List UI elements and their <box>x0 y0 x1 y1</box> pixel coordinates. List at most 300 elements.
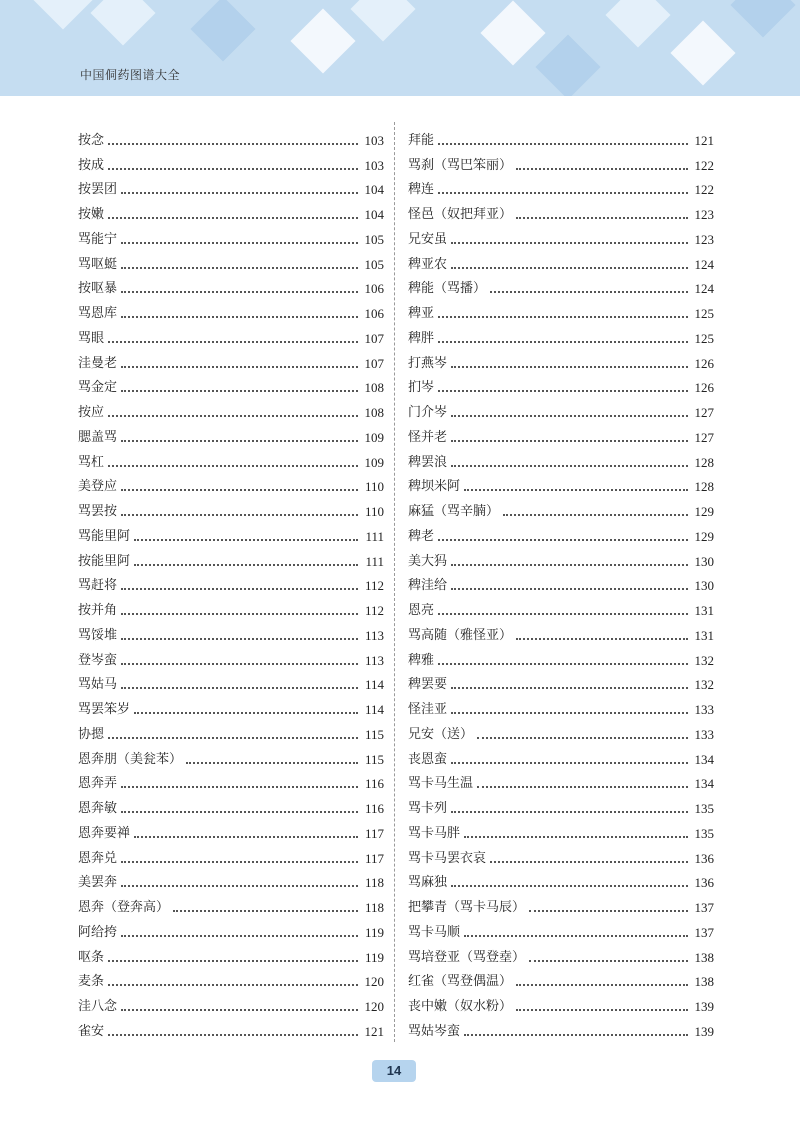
toc-entry-name: 骂卡马顺 <box>408 924 461 940</box>
page-header-banner <box>0 0 800 96</box>
toc-entry-page: 138 <box>694 949 714 965</box>
dot-leader <box>134 564 358 566</box>
dot-leader <box>451 366 688 368</box>
toc-entry[interactable] <box>78 248 384 273</box>
toc-entry-name: 稗老 <box>408 528 435 544</box>
toc-entry-name: 麻猛（骂辛腩） <box>408 504 500 519</box>
header-diamond-decoration <box>190 0 255 62</box>
dot-leader <box>451 588 688 590</box>
toc-entry[interactable] <box>78 768 384 793</box>
toc-entry-name: 兄安虽 <box>408 231 448 247</box>
toc-entry[interactable] <box>408 297 714 322</box>
toc-entry-page: 134 <box>694 776 714 792</box>
toc-entry-page: 139 <box>694 999 714 1014</box>
toc-entry-page: 127 <box>694 429 714 445</box>
dot-leader <box>490 291 688 293</box>
dot-leader <box>451 267 688 269</box>
toc-entry-page: 110 <box>364 479 384 495</box>
dot-leader <box>134 539 358 541</box>
toc-entry[interactable] <box>408 644 714 669</box>
toc-entry-name: 骂杠 <box>78 454 105 470</box>
dot-leader <box>121 811 358 813</box>
toc-entry-name: 骂卡马罢衣哀 <box>408 850 487 866</box>
dot-leader <box>186 762 358 764</box>
dot-leader <box>438 341 688 343</box>
toc-entry-name: 稗胖 <box>408 330 435 346</box>
dot-leader <box>108 341 358 343</box>
toc-entry-name: 骂恩库 <box>78 306 118 321</box>
toc-entry[interactable] <box>78 396 384 421</box>
toc-entry-page: 109 <box>364 454 384 470</box>
dot-leader <box>121 687 358 689</box>
toc-entry-name: 恩奔（登奔高） <box>78 900 170 915</box>
toc-entry[interactable] <box>78 149 384 174</box>
toc-entry-page: 131 <box>694 627 714 643</box>
toc-entry[interactable] <box>78 495 384 520</box>
dot-leader <box>451 415 688 417</box>
toc-entry-name: 丧中嫩（奴水粉） <box>408 999 513 1014</box>
toc-entry[interactable] <box>78 743 384 768</box>
toc-entry[interactable] <box>408 149 714 174</box>
dot-leader <box>121 390 358 392</box>
toc-entry[interactable] <box>408 347 714 372</box>
toc-entry-name: 扪岑 <box>408 380 435 396</box>
dot-leader <box>121 786 358 788</box>
toc-entry-page: 114 <box>364 677 384 693</box>
toc-entry-page: 107 <box>364 355 384 371</box>
toc-entry[interactable] <box>78 941 384 966</box>
dot-leader <box>121 489 358 491</box>
toc-entry[interactable] <box>78 817 384 842</box>
toc-entry-name: 恩奔敏 <box>78 801 118 816</box>
dot-leader <box>516 1009 688 1011</box>
toc-entry-page: 118 <box>364 875 384 891</box>
toc-entry-page: 137 <box>694 900 714 915</box>
toc-entry[interactable] <box>408 372 714 397</box>
toc-entry[interactable] <box>408 842 714 867</box>
toc-entry-name: 美罢奔 <box>78 875 118 891</box>
toc-entry-name: 雀安 <box>78 1023 105 1039</box>
dot-leader <box>516 984 688 986</box>
toc-entry-name: 骂姑马 <box>78 677 118 693</box>
toc-entry[interactable] <box>78 198 384 223</box>
toc-entry[interactable] <box>78 446 384 471</box>
toc-entry-name: 骂金定 <box>78 380 118 396</box>
toc-entry[interactable] <box>78 891 384 916</box>
toc-entry-page: 108 <box>364 380 384 396</box>
page-number-badge: 14 <box>372 1060 416 1082</box>
toc-entry-page: 130 <box>694 553 714 569</box>
dot-leader <box>134 712 358 714</box>
toc-entry-name: 骂麻独 <box>408 875 448 891</box>
toc-entry-name: 稗罢浪 <box>408 454 448 470</box>
toc-entry-name: 骂刹（骂巴笨丽） <box>408 157 513 173</box>
toc-entry-name: 稗雅 <box>408 652 435 668</box>
header-diamond-decoration <box>480 0 545 65</box>
toc-entry-page: 116 <box>364 801 384 816</box>
toc-entry-name: 把攀青（骂卡马辰） <box>408 900 526 915</box>
toc-entry-page: 126 <box>694 380 714 396</box>
toc-entry-page: 106 <box>364 306 384 321</box>
header-diamond-decoration <box>290 8 355 73</box>
toc-entry-name: 按应 <box>78 405 105 420</box>
toc-entry[interactable] <box>408 520 714 545</box>
dot-leader <box>121 935 358 937</box>
dot-leader <box>108 960 358 962</box>
toc-entry-page: 103 <box>364 132 384 148</box>
toc-entry[interactable] <box>408 545 714 570</box>
dot-leader <box>516 168 688 170</box>
toc-entry-name: 稗洼给 <box>408 578 448 594</box>
dot-leader <box>451 762 688 764</box>
toc-entry-page: 116 <box>364 776 384 792</box>
toc-entry[interactable] <box>408 174 714 199</box>
dot-leader <box>121 440 358 442</box>
toc-entry-page: 111 <box>365 553 384 569</box>
toc-entry-name: 稗罢要 <box>408 677 448 693</box>
toc-entry-page: 122 <box>694 157 714 173</box>
toc-entry-name: 门介岑 <box>408 405 448 420</box>
toc-entry-page: 123 <box>694 231 714 247</box>
toc-entry[interactable] <box>408 792 714 817</box>
toc-entry[interactable] <box>408 619 714 644</box>
toc-entry[interactable] <box>78 545 384 570</box>
toc-entry-name: 按并角 <box>78 603 118 618</box>
toc-entry-page: 124 <box>694 256 714 272</box>
toc-entry[interactable] <box>408 669 714 694</box>
toc-entry[interactable] <box>408 693 714 718</box>
toc-entry[interactable] <box>78 867 384 892</box>
toc-entry-page: 126 <box>694 355 714 371</box>
toc-entry[interactable] <box>78 471 384 496</box>
toc-entry-page: 118 <box>364 900 384 915</box>
toc-entry[interactable] <box>78 669 384 694</box>
toc-entry-name: 骂呕蜓 <box>78 256 118 272</box>
toc-entry-name: 怪洼亚 <box>408 702 448 717</box>
toc-entry[interactable] <box>408 421 714 446</box>
toc-entry-name: 骂赶将 <box>78 578 118 594</box>
toc-entry[interactable] <box>408 495 714 520</box>
dot-leader <box>121 885 358 887</box>
toc-entry[interactable] <box>78 322 384 347</box>
toc-entry[interactable] <box>408 990 714 1015</box>
toc-entry-name: 恩奔弄 <box>78 776 118 792</box>
dot-leader <box>108 737 358 739</box>
dot-leader <box>108 415 358 417</box>
toc-entry[interactable] <box>78 792 384 817</box>
dot-leader <box>438 316 688 318</box>
dot-leader <box>121 242 358 244</box>
toc-entry-page: 120 <box>364 999 384 1014</box>
toc-entry-page: 106 <box>364 281 384 297</box>
dot-leader <box>451 687 688 689</box>
toc-entry-name: 美大犸 <box>408 553 448 569</box>
toc-entry-page: 134 <box>694 751 714 767</box>
dot-leader <box>438 143 688 145</box>
toc-entry-page: 113 <box>364 652 384 668</box>
toc-entry-page: 131 <box>694 603 714 618</box>
book-title: 中国侗药图谱大全 <box>80 68 181 82</box>
toc-entry-name: 按罢团 <box>78 182 118 198</box>
toc-entry[interactable] <box>78 421 384 446</box>
toc-entry-page: 133 <box>694 726 714 742</box>
dot-leader <box>464 1034 688 1036</box>
dot-leader <box>516 217 688 219</box>
dot-leader <box>121 588 358 590</box>
toc-entry[interactable] <box>408 223 714 248</box>
toc-entry[interactable] <box>408 322 714 347</box>
dot-leader <box>121 638 358 640</box>
toc-entry-name: 骂卡列 <box>408 801 448 816</box>
toc-entry-page: 104 <box>364 182 384 198</box>
toc-entry[interactable] <box>78 520 384 545</box>
dot-leader <box>464 489 688 491</box>
toc-entry-name: 骂卡马生温 <box>408 776 474 792</box>
dot-leader <box>503 514 688 516</box>
toc-entry-page: 121 <box>694 132 714 148</box>
toc-entry-name: 骂姑岑蛮 <box>408 1023 461 1039</box>
toc-entry-name: 骂能宁 <box>78 231 118 247</box>
toc-entry[interactable] <box>408 570 714 595</box>
toc-entry-name: 骂眼 <box>78 330 105 346</box>
dot-leader <box>121 192 358 194</box>
header-diamond-decoration <box>535 34 600 96</box>
toc-entry-name: 按呕暴 <box>78 281 118 297</box>
dot-leader <box>516 638 688 640</box>
toc-entry-page: 138 <box>694 974 714 990</box>
toc-entry[interactable] <box>78 1015 384 1040</box>
dot-leader <box>451 242 688 244</box>
toc-entry-name: 恩亮 <box>408 603 435 618</box>
toc-entry[interactable] <box>408 396 714 421</box>
toc-entry-page: 133 <box>694 702 714 717</box>
dot-leader <box>451 564 688 566</box>
toc-entry-page: 129 <box>694 528 714 544</box>
dot-leader <box>108 217 358 219</box>
toc-entry-name: 麦条 <box>78 974 105 990</box>
dot-leader <box>108 984 358 986</box>
toc-entry[interactable] <box>78 693 384 718</box>
toc-entry-page: 104 <box>364 207 384 222</box>
toc-entry-name: 骂培登亚（骂登㙓） <box>408 949 526 965</box>
toc-entry-page: 112 <box>364 603 384 618</box>
toc-entry-name: 美登应 <box>78 479 118 495</box>
toc-entry[interactable] <box>78 966 384 991</box>
dot-leader <box>134 836 358 838</box>
dot-leader <box>477 786 688 788</box>
toc-entry-name: 稗亚 <box>408 306 435 321</box>
dot-leader <box>121 861 358 863</box>
toc-entry-name: 兄安（送） <box>408 726 474 742</box>
dot-leader <box>121 663 358 665</box>
toc-entry[interactable] <box>408 198 714 223</box>
toc-entry[interactable] <box>408 743 714 768</box>
toc-entry[interactable] <box>408 817 714 842</box>
toc-entry-name: 打燕岑 <box>408 355 448 371</box>
toc-entry[interactable] <box>78 347 384 372</box>
dot-leader <box>438 192 688 194</box>
toc-entry-name: 恩奔要禅 <box>78 825 131 841</box>
toc-entry[interactable] <box>78 594 384 619</box>
toc-entry[interactable] <box>408 248 714 273</box>
toc-entry-name: 协摁 <box>78 726 105 742</box>
toc-entry[interactable] <box>408 124 714 149</box>
toc-entry[interactable] <box>408 594 714 619</box>
toc-entry-name: 稗亚农 <box>408 256 448 272</box>
dot-leader <box>173 910 358 912</box>
toc-entry-page: 105 <box>364 256 384 272</box>
toc-entry-name: 骂罢笨岁 <box>78 702 131 717</box>
toc-entry-page: 125 <box>694 330 714 346</box>
header-diamond-decoration <box>605 0 670 48</box>
header-diamond-decoration <box>670 20 735 85</box>
dot-leader <box>490 861 688 863</box>
toc-entry-page: 123 <box>694 207 714 222</box>
dot-leader <box>464 935 688 937</box>
toc-entry-name: 稗能（骂播） <box>408 281 487 297</box>
toc-entry-page: 119 <box>364 924 384 940</box>
toc-entry-name: 骂高随（雅怪亚） <box>408 627 513 643</box>
toc-entry-page: 124 <box>694 281 714 297</box>
dot-leader <box>438 613 688 615</box>
toc-entry-name: 恩奔兑 <box>78 850 118 866</box>
dot-leader <box>464 836 688 838</box>
dot-leader <box>108 465 358 467</box>
dot-leader <box>477 737 688 739</box>
toc-entry[interactable] <box>78 174 384 199</box>
toc-entry-name: 按成 <box>78 157 105 173</box>
toc-entry-page: 105 <box>364 231 384 247</box>
toc-entry-page: 114 <box>364 702 384 717</box>
dot-leader <box>108 1034 358 1036</box>
toc-entry[interactable] <box>78 273 384 298</box>
toc-entry-name: 骂馁堆 <box>78 627 118 643</box>
toc-entry-page: 129 <box>694 504 714 519</box>
header-diamond-decoration <box>90 0 155 46</box>
toc-entry-name: 按能里阿 <box>78 553 131 569</box>
toc-entry[interactable] <box>78 842 384 867</box>
toc-entry-name: 红雀（骂登偶温） <box>408 974 513 990</box>
toc-entry-page: 117 <box>364 825 384 841</box>
toc-entry[interactable] <box>78 619 384 644</box>
dot-leader <box>121 1009 358 1011</box>
toc-entry-name: 洼曼老 <box>78 355 118 371</box>
toc-entry-page: 107 <box>364 330 384 346</box>
toc-entry-page: 130 <box>694 578 714 594</box>
toc-entry[interactable] <box>78 570 384 595</box>
toc-entry-page: 121 <box>364 1023 384 1039</box>
dot-leader <box>451 712 688 714</box>
toc-entry[interactable] <box>408 916 714 941</box>
toc-entry-page: 115 <box>364 726 384 742</box>
header-diamond-decoration <box>730 0 795 38</box>
toc-entry-name: 丧恩蛮 <box>408 751 448 767</box>
toc-entry[interactable] <box>408 471 714 496</box>
dot-leader <box>121 316 358 318</box>
header-diamond-decoration <box>30 0 95 30</box>
toc-entry-name: 洼八念 <box>78 999 118 1014</box>
toc-entry-page: 132 <box>694 652 714 668</box>
toc-entry[interactable] <box>408 768 714 793</box>
toc-entry[interactable] <box>408 867 714 892</box>
column-divider <box>394 122 395 1042</box>
dot-leader <box>108 143 358 145</box>
toc-entry-page: 135 <box>694 801 714 816</box>
toc-entry-page: 111 <box>365 528 384 544</box>
dot-leader <box>451 440 688 442</box>
toc-entry-name: 稗连 <box>408 182 435 198</box>
toc-entry-page: 135 <box>694 825 714 841</box>
dot-leader <box>529 910 688 912</box>
toc-entry[interactable] <box>408 718 714 743</box>
toc-entry-page: 136 <box>694 850 714 866</box>
toc-entry-name: 呕条 <box>78 949 105 965</box>
toc-entry[interactable] <box>408 941 714 966</box>
toc-entry-name: 恩奔朋（美瓮苯） <box>78 751 183 767</box>
dot-leader <box>121 613 358 615</box>
toc-entry-name: 腮盖骂 <box>78 429 118 445</box>
toc-entry[interactable] <box>78 644 384 669</box>
toc-entry-name: 骂罢按 <box>78 504 118 519</box>
dot-leader <box>438 539 688 541</box>
dot-leader <box>121 267 358 269</box>
toc-entry-page: 117 <box>364 850 384 866</box>
toc-entry-page: 113 <box>364 627 384 643</box>
toc-entry-page: 122 <box>694 182 714 198</box>
dot-leader <box>121 514 358 516</box>
header-diamond-decoration <box>350 0 415 42</box>
dot-leader <box>451 885 688 887</box>
toc-entry-name: 拜能 <box>408 132 435 148</box>
toc-column-right <box>408 124 714 1040</box>
dot-leader <box>438 390 688 392</box>
toc-entry-name: 按念 <box>78 132 105 148</box>
toc-entry-page: 115 <box>364 751 384 767</box>
toc-entry[interactable] <box>78 223 384 248</box>
toc-entry-page: 125 <box>694 306 714 321</box>
toc-entry[interactable] <box>408 446 714 471</box>
toc-entry[interactable] <box>408 1015 714 1040</box>
toc-entry[interactable] <box>78 297 384 322</box>
toc-entry-page: 127 <box>694 405 714 420</box>
toc-entry[interactable] <box>78 124 384 149</box>
dot-leader <box>108 168 358 170</box>
toc-entry-name: 骂卡马胖 <box>408 825 461 841</box>
toc-entry-page: 120 <box>364 974 384 990</box>
dot-leader <box>451 465 688 467</box>
toc-entry-page: 132 <box>694 677 714 693</box>
toc-entry-name: 稗坝米阿 <box>408 479 461 495</box>
toc-entry[interactable] <box>408 273 714 298</box>
toc-entry-page: 128 <box>694 479 714 495</box>
toc-entry[interactable] <box>408 891 714 916</box>
toc-entry-page: 137 <box>694 924 714 940</box>
toc-entry[interactable] <box>78 990 384 1015</box>
toc-entry[interactable] <box>78 372 384 397</box>
toc-entry-page: 112 <box>364 578 384 594</box>
toc-entry-name: 登岑蛮 <box>78 652 118 668</box>
toc-entry[interactable] <box>78 916 384 941</box>
toc-entry[interactable] <box>408 966 714 991</box>
toc-column-left <box>78 124 384 1040</box>
toc-entry[interactable] <box>78 718 384 743</box>
toc-entry-page: 108 <box>364 405 384 420</box>
toc-entry-name: 骂能里阿 <box>78 528 131 544</box>
dot-leader <box>121 291 358 293</box>
dot-leader <box>121 366 358 368</box>
toc-entry-name: 按嫩 <box>78 207 105 222</box>
toc-entry-page: 128 <box>694 454 714 470</box>
